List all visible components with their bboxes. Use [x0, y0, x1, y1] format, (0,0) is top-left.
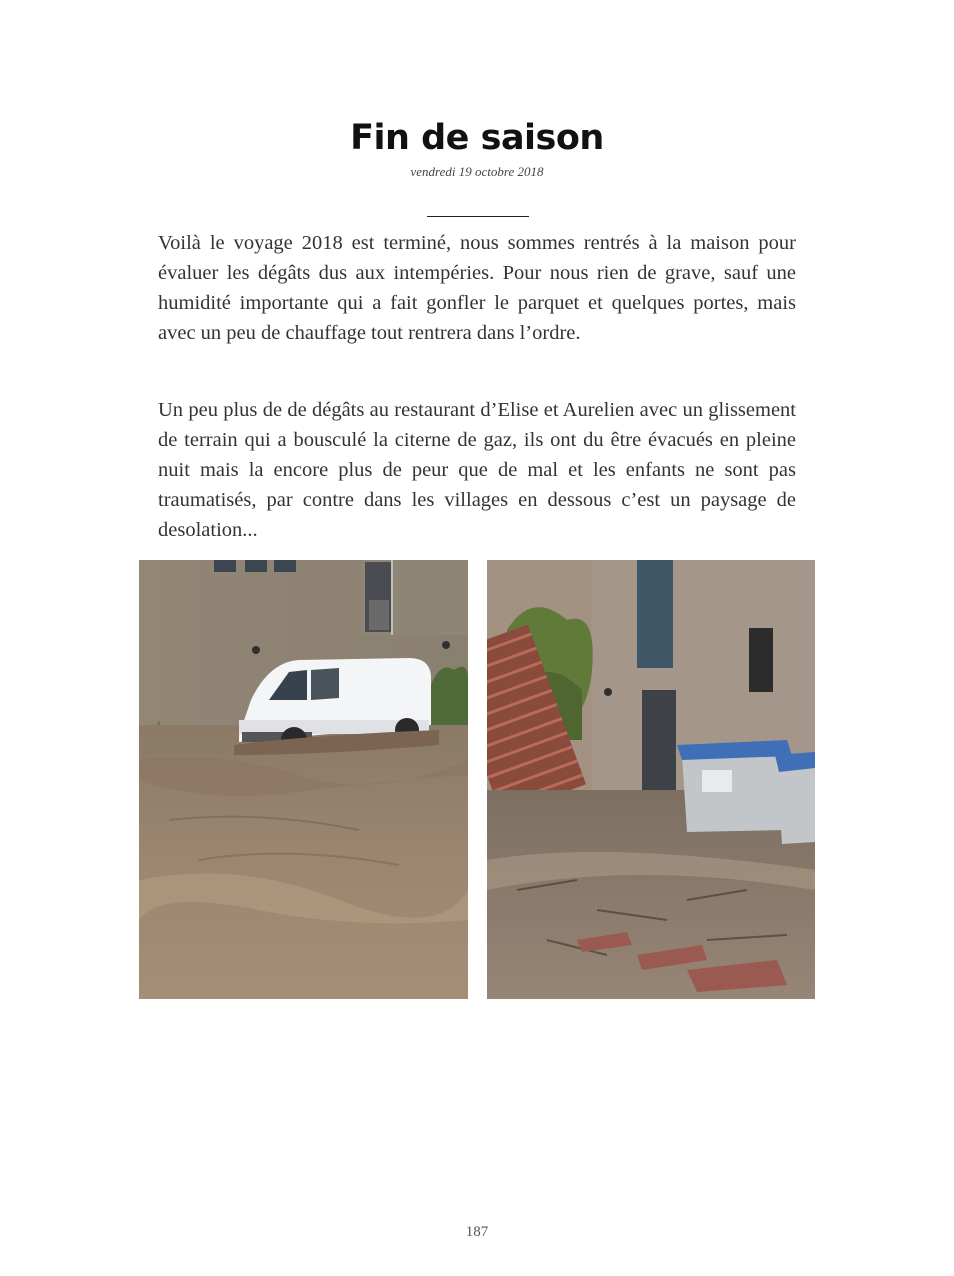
page-number: 187 — [465, 1224, 489, 1240]
post-date: vendredi 19 octobre 2018 — [410, 164, 544, 179]
paragraph-1: Voilà le voyage 2018 est terminé, nous sommes rentrés à la maison pour évaluer les dégâts dus aux intempéries. Pour nous rien de grave, sauf une humidité importante qui a fait gonfler le parquet et quelques portes, mais avec un peu de chauffage tout rentrera dans l’ordre. — [158, 232, 796, 344]
flood-van-photo — [139, 560, 468, 999]
paragraph-2: Un peu plus de de dégâts au restaurant d’Elise et Aurelien avec un glissement de terrain qui a bousculé la citerne de gaz, ils ont du être évacués en pleine nuit mais la encore plus de peur que de mal et les enfants ne sont pas traumatisés, par contre dans les villages en dessous c’est un paysage de desolation... — [158, 399, 796, 541]
flood-debris-photo — [487, 560, 815, 999]
page-title: Fin de saison — [350, 118, 604, 158]
title-divider — [427, 216, 529, 217]
